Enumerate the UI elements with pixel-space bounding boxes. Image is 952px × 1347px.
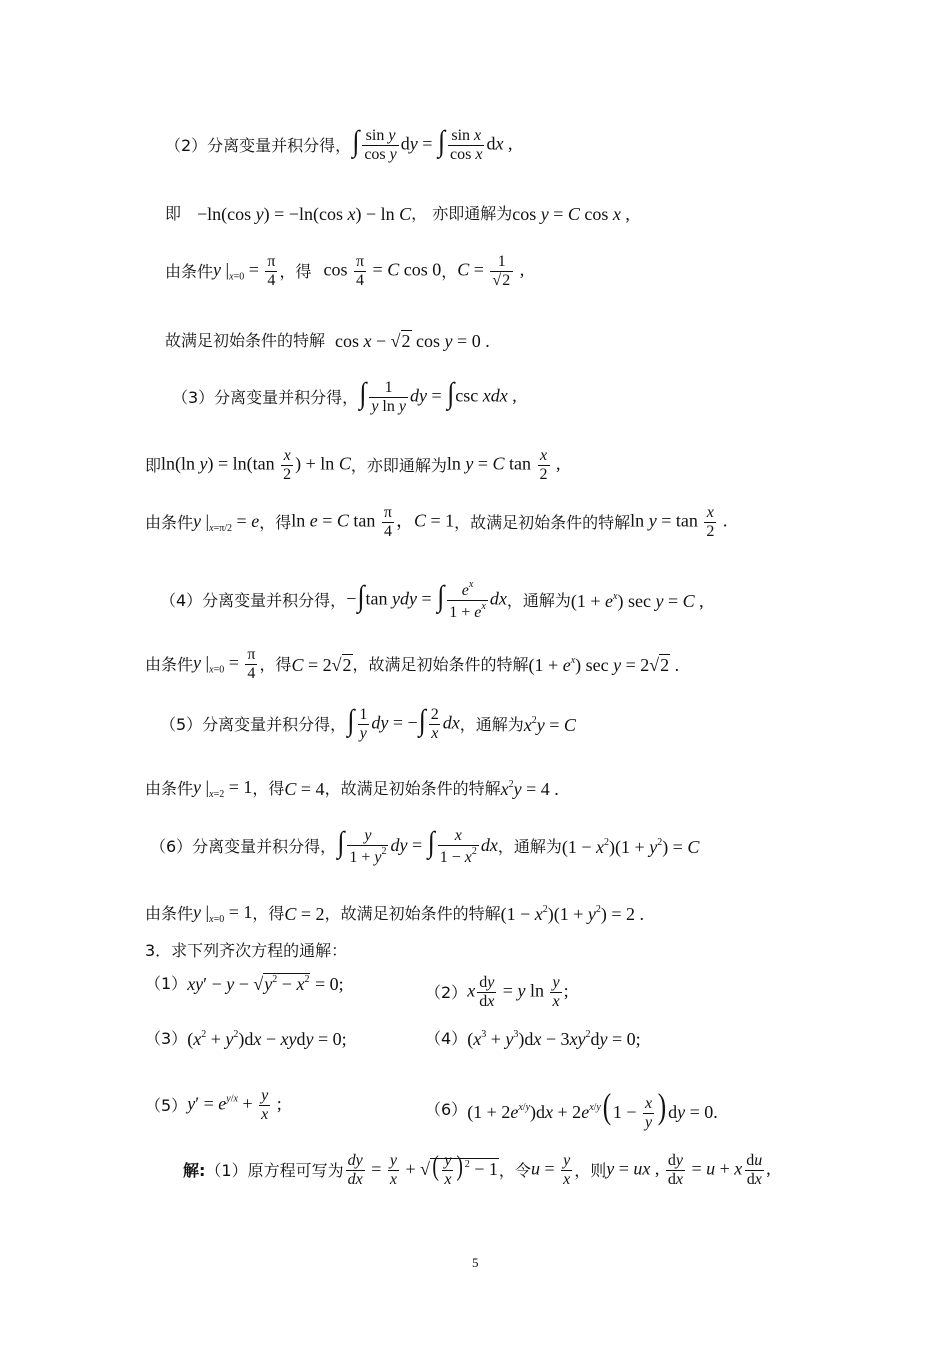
- formula: $y' = e^{y/x}$ + $\frac{y}{x}$ ;: [187, 1087, 282, 1123]
- line-sep-2: [165, 124, 513, 163]
- section-heading: [145, 943, 347, 959]
- formula: $\frac{dy}{dx}$ = $\frac{y}{x}$ + √( $\frac{y}{x}$ )$^2$ − 1: [347, 1151, 498, 1189]
- formula: −ln(cos y) = −ln(cos x) − ln C: [197, 204, 412, 224]
- line-general-2: [165, 205, 630, 223]
- line-cond-6: [145, 903, 644, 925]
- problem-number: （2）: [425, 982, 468, 1002]
- prefix: 由条件: [165, 261, 214, 281]
- problem-number: （5）: [145, 1095, 188, 1115]
- formula: $(1 + e^x)$ sec y = 2√2 .: [528, 654, 680, 675]
- label: （4）分离变量并积分得，: [160, 590, 347, 610]
- formula: C = $\frac{1}{√2}$ ,: [457, 253, 525, 289]
- formula: cos $\frac{\pi}{4}$ = C cos 0: [323, 253, 442, 289]
- line-cond-3: [145, 505, 727, 540]
- formula: $(1 - x^2)(1 + y^2) = 2$ .: [500, 904, 645, 924]
- prefix: 由条件: [145, 779, 194, 798]
- label: （6）分离变量并积分得，: [150, 837, 337, 856]
- prefix: 由条件: [145, 654, 194, 674]
- solution-label: 解:: [183, 1160, 206, 1180]
- problem-3: [145, 1030, 347, 1048]
- line-sep-6: [150, 825, 700, 866]
- formula: ln y = C tan $\frac{x}{2}$ ,: [446, 447, 561, 483]
- formula: ∫ $\frac{1}{y}$ dy = −∫ $\frac{2}{x}$ dx: [347, 703, 460, 742]
- text: ，则: [574, 1160, 607, 1180]
- mid: ，通解为: [459, 714, 524, 734]
- problem-4: [425, 1030, 641, 1048]
- formula: $x^2y = C$: [523, 714, 576, 735]
- text: 故满足初始条件的特解: [165, 331, 326, 350]
- text: （1）原方程可写为: [205, 1160, 344, 1180]
- problem-1: [145, 975, 344, 993]
- line-cond-5: [145, 778, 559, 800]
- problem-number: （4）: [425, 1029, 468, 1048]
- formula: y $|_{x=2} = 1$: [193, 777, 253, 800]
- mid: ，故满足初始条件的特解: [454, 512, 631, 532]
- get: ，得: [252, 904, 285, 923]
- formula: y $|_{x=\pi/2} = e$: [193, 510, 260, 534]
- formula: x $\frac{dy}{dx}$ = y ln $\frac{y}{x}$ ;: [467, 974, 569, 1010]
- formula: $xy' - y - √y^2 - x^2 = 0$;: [187, 974, 344, 994]
- formula: ln y = tan $\frac{x}{2}$ .: [630, 504, 728, 540]
- formula: $(1 - x^2)(1 + y^2) = C$: [561, 837, 700, 857]
- formula: y = ux , $\frac{dy}{dx}$ = u + x $\frac{du}{dx}$ ,: [606, 1152, 771, 1189]
- mid: ， 亦即通解为: [411, 204, 513, 223]
- formula: $(x^2 + y^2)dx$ − xydy = 0;: [187, 1029, 347, 1049]
- formula: −∫tan ydy = ∫ $\frac{e^x}{1 + e^x}$ dx: [346, 579, 507, 621]
- line-sep-5: [160, 703, 576, 742]
- get: ，得: [259, 654, 292, 674]
- formula: C = 4: [284, 779, 325, 799]
- page-number: 5: [472, 1255, 479, 1270]
- formula: $(1 + e^x)$ sec y = C ,: [570, 590, 704, 611]
- formula: y $|_{x=0}$ = $\frac{\pi}{4}$: [193, 646, 256, 682]
- formula: cos x − √2 cos y = 0 .: [335, 331, 490, 351]
- formula: ∫ $\frac{y}{1 + y^2}$ dy = ∫ $\frac{x}{1 - x^2}$ dx: [337, 825, 498, 866]
- get: ，得: [252, 779, 285, 798]
- problem-number: （6）: [425, 1099, 468, 1119]
- problem-6: [425, 1088, 718, 1131]
- line-sep-3: [172, 376, 517, 415]
- label: （2）分离变量并积分得，: [165, 135, 352, 155]
- mid: ，亦即通解为: [350, 455, 447, 475]
- line-particular-2: [165, 332, 490, 350]
- prefix: 即: [145, 455, 162, 475]
- mid: ，故满足初始条件的特解: [352, 654, 529, 674]
- line-cond-2: [165, 254, 524, 289]
- formula: $(1 + 2e^{x/y})dx + 2e^{x/y}(1$ − $\frac{x}{y}$ )dy = 0.: [467, 1086, 718, 1132]
- prefix: 由条件: [145, 512, 194, 532]
- prefix: 由条件: [145, 904, 194, 923]
- get: ，得: [279, 261, 312, 281]
- formula: cos y = C cos x ,: [512, 204, 630, 224]
- mid: ，故满足初始条件的特解: [324, 779, 501, 798]
- formula: ln(ln y) = ln(tan $\frac{x}{2}$ ) + ln C: [161, 447, 351, 483]
- solution-line: [183, 1153, 771, 1188]
- formula: ∫ $\frac{1}{\text{y ln y}}$ dy = ∫csc xdx ,: [359, 376, 517, 415]
- formula: C = 2: [284, 904, 325, 924]
- problem-2: [425, 975, 569, 1010]
- mid: ，通解为: [497, 837, 562, 856]
- formula: u = $\frac{y}{x}$: [530, 1152, 571, 1189]
- line-general-3: [145, 448, 561, 483]
- formula: y $|_{x=0} = 1$: [193, 902, 253, 925]
- problem-5: [145, 1088, 282, 1123]
- formula: ln e = C tan $\frac{\pi}{4}$ ，C = 1: [291, 504, 455, 540]
- formula: $x^2y = 4$ .: [500, 779, 559, 799]
- comma: ，: [441, 261, 458, 281]
- formula: y $|_{x=0}$ = $\frac{\pi}{4}$: [213, 253, 276, 289]
- formula: C = 2√2: [291, 654, 352, 675]
- line-cond-4: [145, 647, 679, 682]
- heading-text: 3．求下列齐次方程的通解：: [145, 941, 348, 960]
- problem-number: （3）: [145, 1029, 188, 1048]
- prefix: 即: [165, 204, 182, 223]
- label: （3）分离变量并积分得，: [172, 387, 359, 407]
- mid: ，故满足初始条件的特解: [324, 904, 501, 923]
- mid: ，通解为: [506, 590, 571, 610]
- line-sep-4: [160, 580, 704, 621]
- problem-number: （1）: [145, 974, 188, 993]
- formula: ∫ $\frac{\text{sin y}}{\text{cos y}}$ dy = ∫ $\frac{\text{sin x}}{\text{cos x}}$ dx ,: [352, 124, 513, 163]
- text: ，令: [498, 1160, 531, 1180]
- label: （5）分离变量并积分得，: [160, 714, 347, 734]
- formula: $(x^3 + y^3)dx - 3xy^2dy = 0$;: [467, 1029, 641, 1049]
- get: ，得: [259, 512, 292, 532]
